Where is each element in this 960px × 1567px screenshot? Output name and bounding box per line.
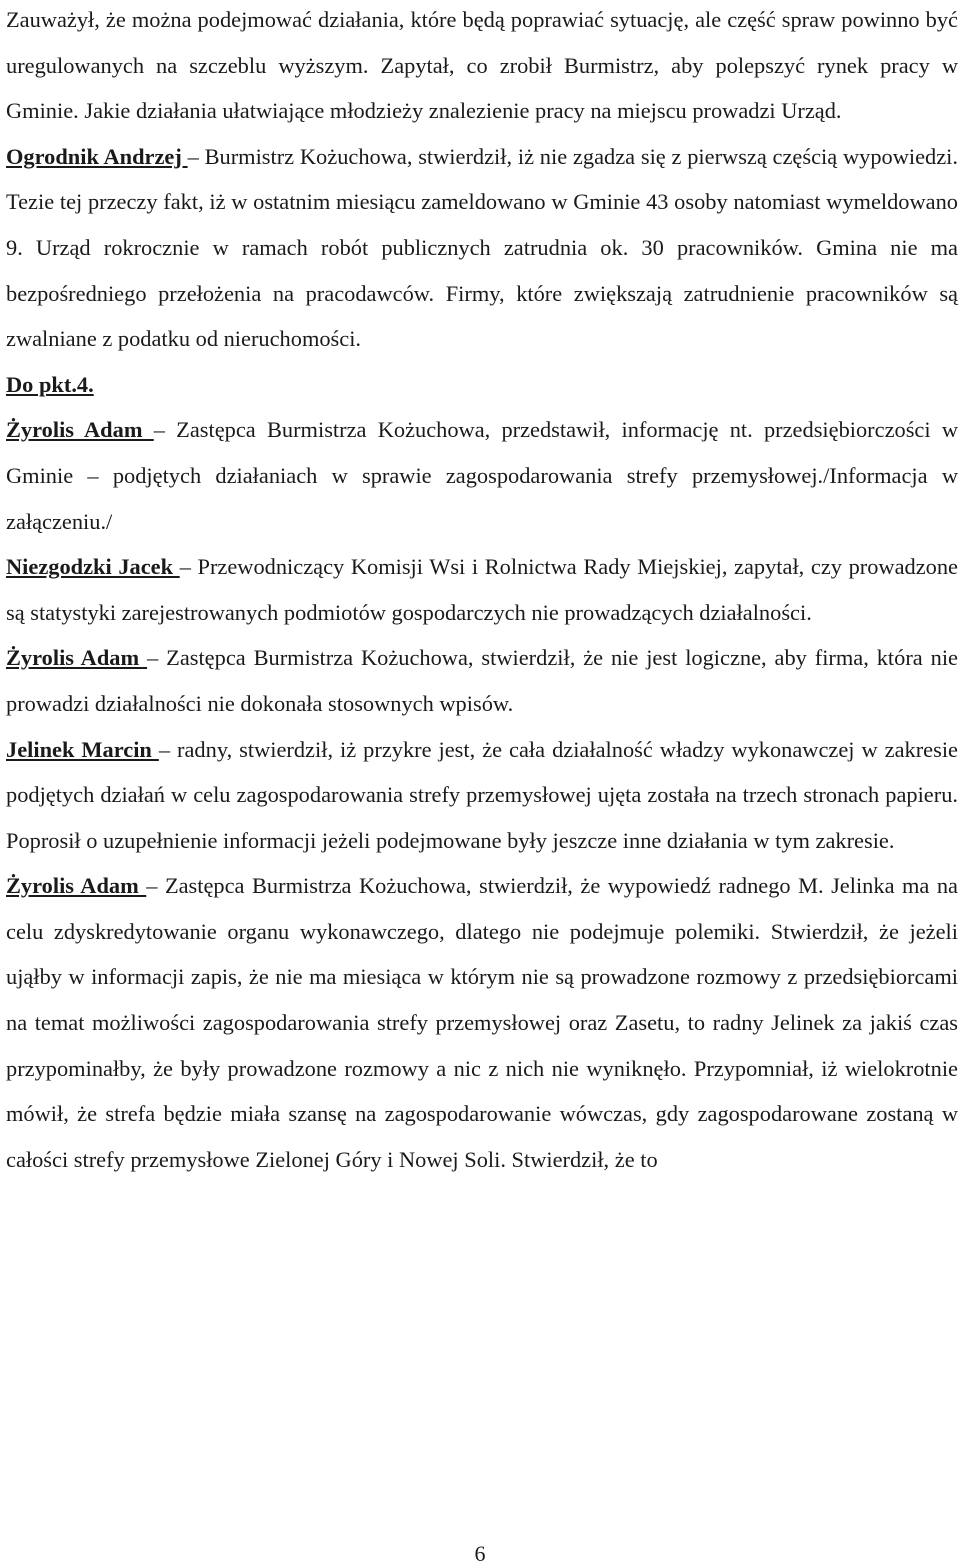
- paragraph-text: Zauważył, że można podejmować działania, które będą poprawiać sytuację, ale część spraw powinno być uregulowanych na szczeblu wyższym. Zapytał, co zrobił Burmistrz, aby polepszyć rynek pracy w Gminie. Jakie działania ułatwiające młodzieży znalezienie pracy na miejscu prowadzi Urząd.: [6, 7, 958, 124]
- paragraph: [6, 0, 958, 134]
- paragraph-text: – Burmistrz Kożuchowa, stwierdził, iż nie zgadza się z pierwszą częścią wypowiedzi. Tezie tej przeczy fakt, iż w ostatnim miesiącu zameldowano w Gminie 43 osoby natomiast wymeldowano 9. Urząd rokrocznie w ramach robót publicznych zatrudnia ok. 30 pracowników. Gmina nie ma bezpośredniego przełożenia na pracodawców. Firmy, które zwiększają zatrudnienie pracowników są zwalniane z podatku od nieruchomości.: [6, 143, 958, 352]
- page-number: 6: [474, 1541, 486, 1566]
- paragraph-text: – Przewodniczący Komisji Wsi i Rolnictwa Rady Miejskiej, zapytał, czy prowadzone są statystyki zarejestrowanych podmiotów gospodarczych nie prowadzących działalności.: [6, 554, 958, 625]
- paragraph-text: – Zastępca Burmistrza Kożuchowa, stwierdził, że wypowiedź radnego M. Jelinka ma na celu zdyskredytowanie organu wykonawczego, dlatego nie podejmuje polemiki. Stwierdził, że jeżeli ująłby w informacji zapis, że nie ma miesiąca w którym nie są prowadzone rozmowy z przedsiębiorcami na temat możliwości zagospodarowania strefy przemysłowej oraz Zasetu, to radny Jelinek za jakiś czas przypominałby, że były prowadzone rozmowy a nic z nich nie wyniknęło. Przypomniał, iż wielokrotnie mówił, że strefa będzie miała szansę na zagospodarowanie wówczas, gdy zagospodarowane zostaną w całości strefy przemysłowe Zielonej Góry i Nowej Soli. Stwierdził, że to: [6, 873, 958, 1172]
- speaker-name: Żyrolis Adam: [6, 873, 147, 899]
- speaker-name: Żyrolis Adam: [6, 417, 154, 443]
- paragraph: [6, 863, 958, 1182]
- paragraph: [6, 635, 958, 726]
- speaker-name: Ogrodnik Andrzej: [6, 143, 188, 169]
- speaker-name: Niezgodzki Jacek: [6, 554, 180, 580]
- paragraph: [6, 544, 958, 635]
- section-heading: Do pkt.4.: [6, 371, 94, 397]
- paragraph: [6, 134, 958, 362]
- paragraph-text: – Zastępca Burmistrza Kożuchowa, stwierdził, że nie jest logiczne, aby firma, która nie prowadzi działalności nie dokonała stosownych wpisów.: [6, 645, 958, 716]
- paragraph: [6, 407, 958, 544]
- paragraph-text: – Zastępca Burmistrza Kożuchowa, przedstawił, informację nt. przedsiębiorczości w Gminie – podjętych działaniach w sprawie zagospodarowania strefy przemysłowej./Informacja w załączeniu./: [6, 417, 958, 534]
- paragraph-text: – radny, stwierdził, iż przykre jest, że cała działalność władzy wykonawczej w zakresie podjętych działań w celu zagospodarowania strefy przemysłowej ujęta została na trzech stronach papieru. Poprosił o uzupełnienie informacji jeżeli podejmowane były jeszcze inne działania w tym zakresie.: [6, 736, 958, 853]
- speaker-name: Jelinek Marcin: [6, 736, 159, 762]
- speaker-name: Żyrolis Adam: [6, 645, 148, 671]
- document-page: [6, 0, 958, 1182]
- paragraph: [6, 727, 958, 864]
